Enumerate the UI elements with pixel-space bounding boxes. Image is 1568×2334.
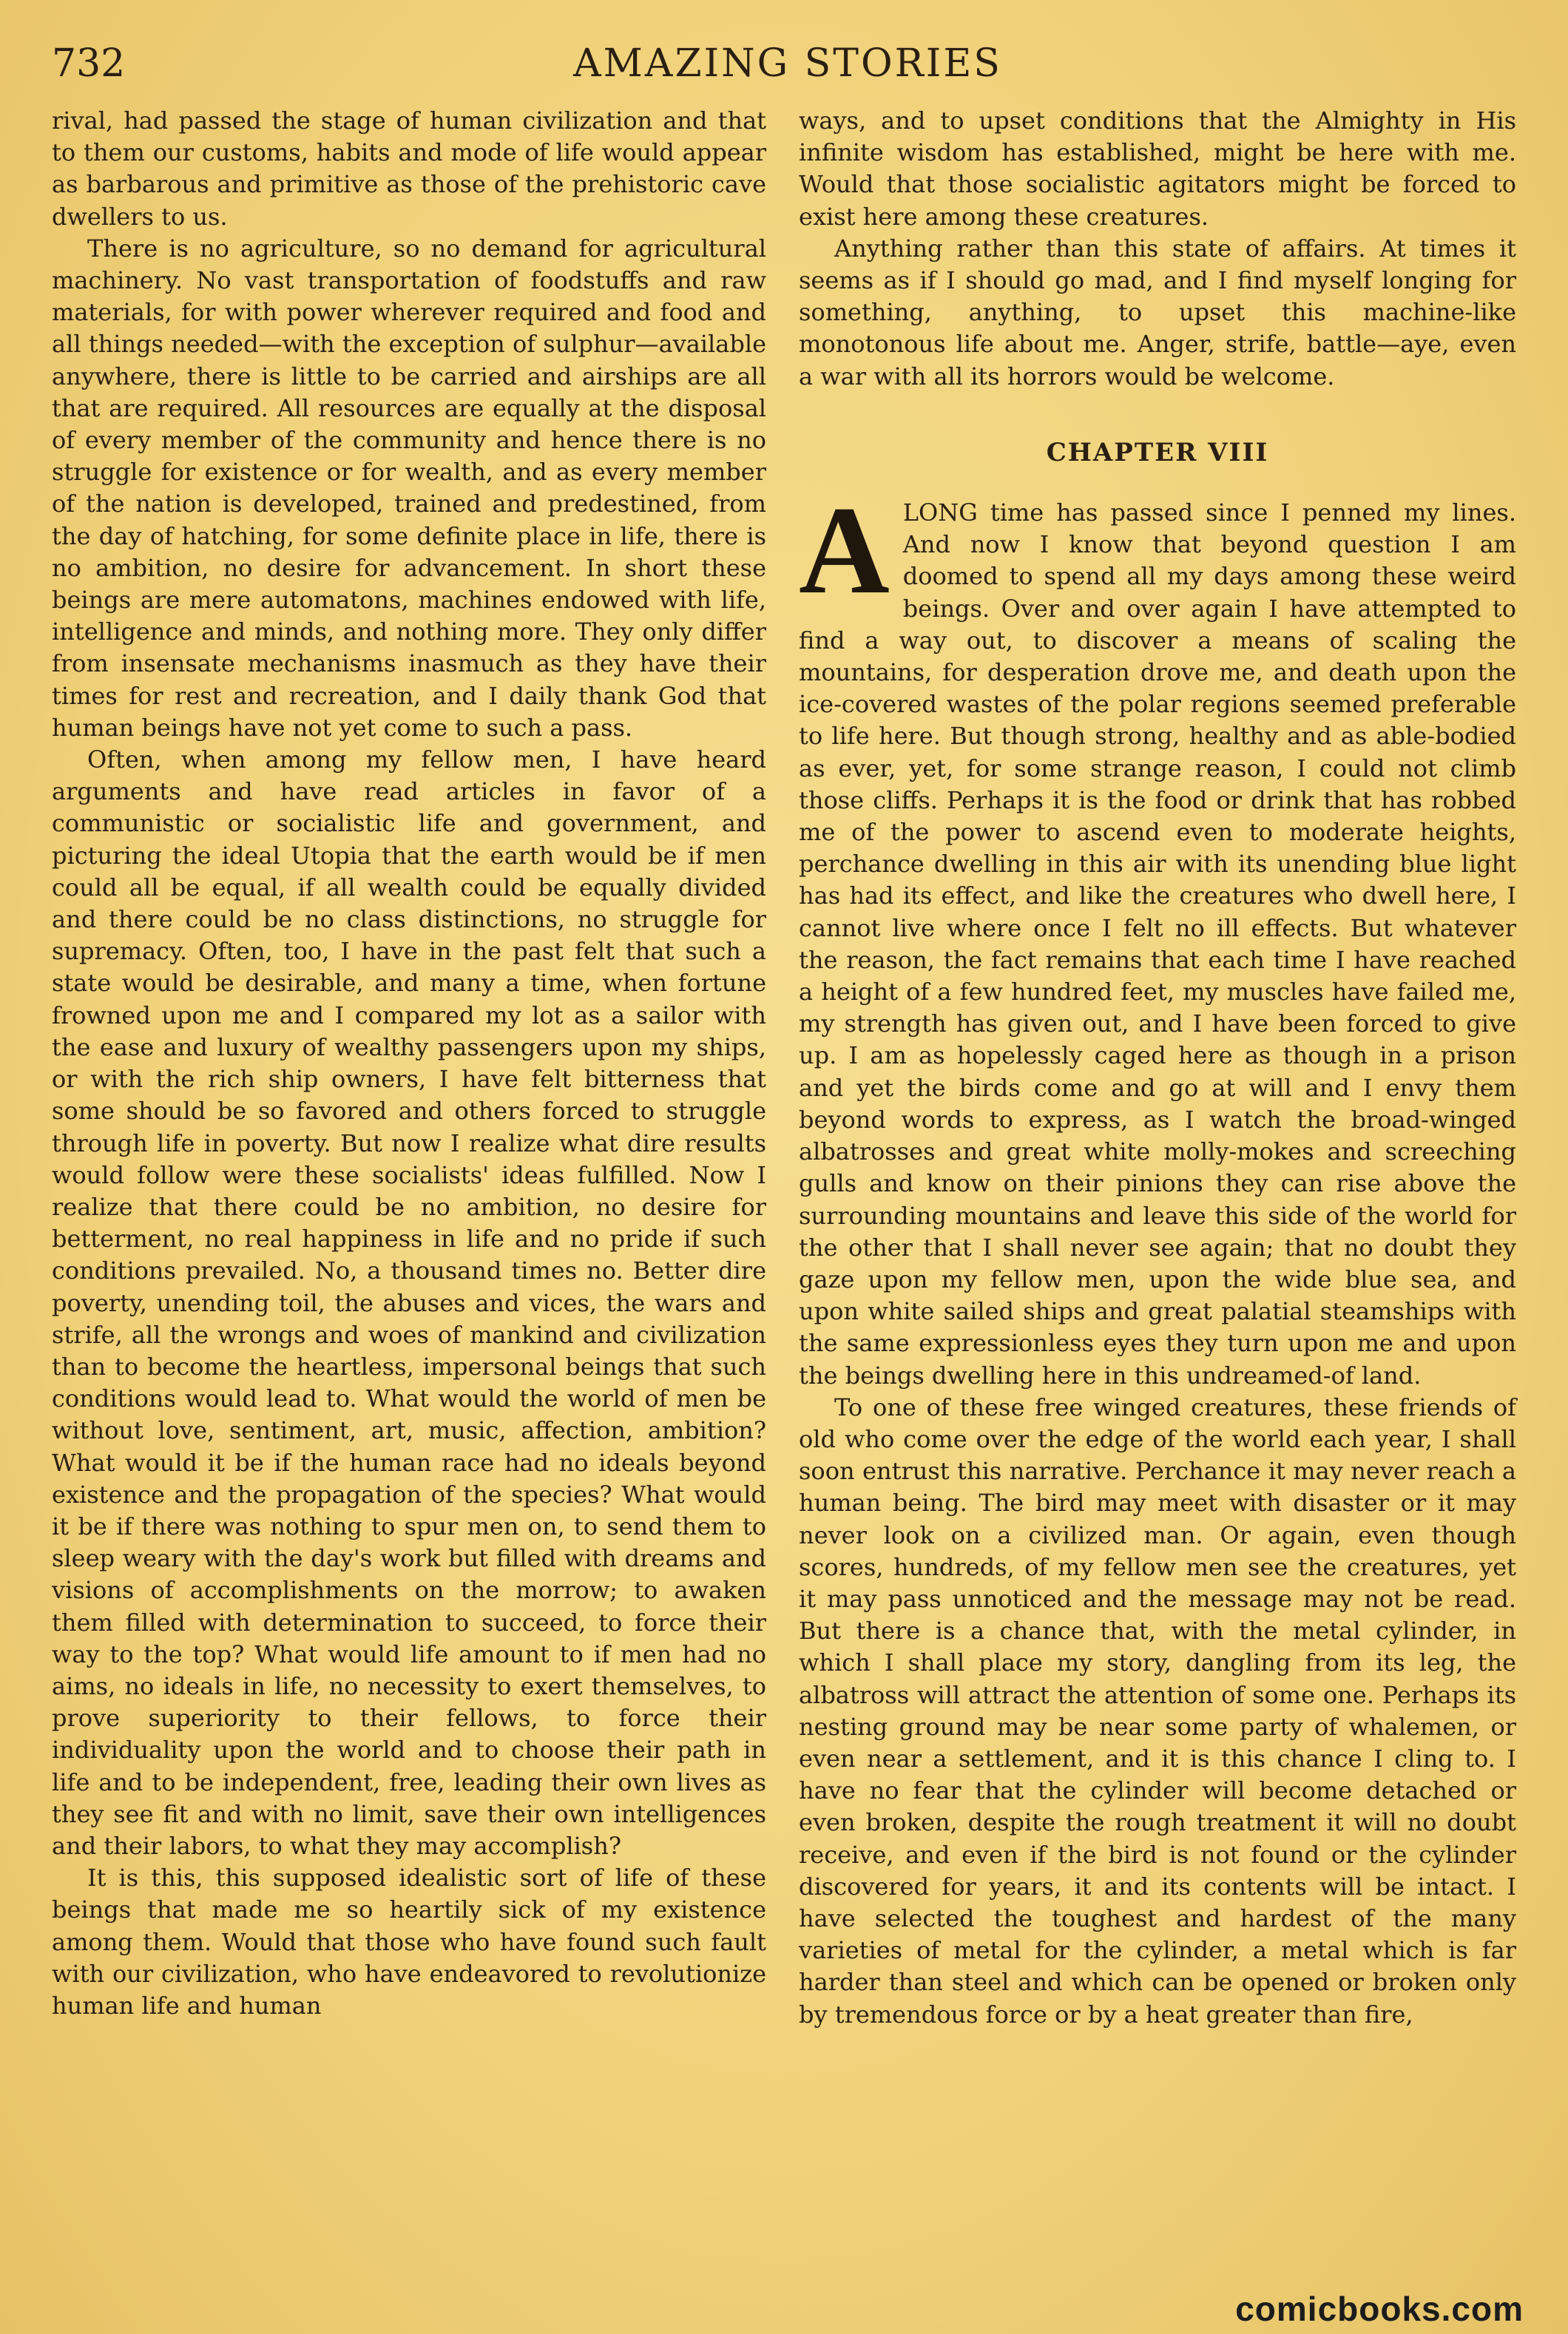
chapter-opening-text: LONG time has passed since I penned my lines. And now I know that beyond question I am doomed to spend all my days among these weird beings. Over and over again I have attempted to find a way out, to discover a means of scaling the mountains, for desperation drove me, and death upon the ice-covered wastes of the polar regions seemed preferable to life here. But though strong, healthy and as able-bodied as ever, yet, for some strange reason, I could not climb those cliffs. Perhaps it is the food or drink that has robbed me of the power to ascend even to moderate heights, perchance dwelling in this air with its unending blue light has had its effect, and like the creatures who dwell here, I cannot live where once I felt no ill effects. But whatever the reason, the fact remains that each time I have reached a height of a few hundred feet, my muscles have failed me, my strength has given out, and I have been forced to give up. I am as hopelessly caged here as though in a prison and yet the birds come and go at will and I envy them beyond words to express, as I watch the broad-winged albatrosses and great white molly-mokes and screeching gulls and know on their pinions they can rise above the surrounding mountains and leave this side of the world for the other that I shall never see again; that no doubt they gaze upon my fellow men, upon the wide blue sea, and upon white sailed ships and great palatial steamships with the same expressionless eyes they turn upon me and upon the beings dwelling here in this undreamed-of land. — [799, 498, 1516, 1390]
page-number: 732 — [52, 41, 126, 86]
paragraph: Anything rather than this state of affairs. At times it seems as if I should go mad, and I find myself longing for something, anything, to upset this machine-like monotonous life about me. Anger, strife, battle—aye, even a war with all its horrors would be welcome. — [799, 234, 1516, 390]
left-column — [52, 105, 766, 2022]
watermark-logo: comicbooks.com — [1235, 2290, 1524, 2328]
drop-cap: A — [799, 481, 890, 620]
paragraph: To one of these free winged creatures, these friends of old who come over the edge of the world each year, I shall soon entrust this narrative. Perchance it may never reach a human being. The bird may meet with disaster or it may never look on a civilized man. Or again, even though scores, hundreds, of my fellow men see the creatures, yet it may pass unnoticed and the message may not be read. But there is a chance that, with the metal cylinder, in which I shall place my story, dangling from its leg, the albatross will attract the attention of some one. Perhaps its nesting ground may be near some party of whalemen, or even near a settlement, and it is this chance I cling to. I have no fear that the cylinder will become detached or even broken, despite the rough treatment it will no doubt receive, and even if the bird is not found or the cylinder discovered for years, it and its contents will be intact. I have selected the toughest and hardest of the many varieties of metal for the cylinder, a metal which is far harder than steel and which can be opened or broken only by tremendous force or by a heat greater than fire, — [799, 1393, 1516, 2029]
running-title: AMAZING STORIES — [573, 41, 1002, 86]
paragraph: Often, when among my fellow men, I have heard arguments and have read articles in favor of a communistic or socialistic life and government, and picturing the ideal Utopia that the earth would be if men could all be equal, if all wealth could be equally divided and there could be no class distinctions, no struggle for supremacy. Often, too, I have in the past felt that such a state would be desirable, and many a time, when fortune frowned upon me and I compared my lot as a sailor with the ease and luxury of wealthy passengers upon my ships, or with the rich ship owners, I have felt bitterness that some should be so favored and others forced to struggle through life in poverty. But now I realize what dire results would follow were these socialists' ideas fulfilled. Now I realize that there could be no ambition, no desire for betterment, no real happiness in life and no pride if such conditions prevailed. No, a thousand times no. Better dire poverty, unending toil, the abuses and vices, the wars and strife, all the wrongs and woes of mankind and civilization than to become the heartless, impersonal beings that such conditions would lead to. What would the world of men be without love, sentiment, art, music, affection, ambition? What would it be if the human race had no ideals beyond existence and the propagation of the species? What would it be if there was nothing to spur men on, to send them to sleep weary with the day's work but filled with dreams and visions of accomplishments on the morrow; to awaken them filled with determination to succeed, to force their way to the top? What would life amount to if men had no aims, no ideals in life, no necessity to exert themselves, to prove superiority to their fellows, to force their individuality upon the world and to choose their path in life and to be independent, free, leading their own lives as they see fit and with no limit, save their own intelligences and their labors, to what they may accomplish? — [52, 745, 766, 1860]
chapter-opening-paragraph — [799, 481, 1516, 1392]
paragraph: rival, had passed the stage of human civilization and that to them our customs, habits and mode of life would appear as barbarous and primitive as those of the prehistoric cave dwellers to us. — [52, 106, 766, 231]
chapter-heading: CHAPTER VIII — [1046, 437, 1269, 467]
paragraph: There is no agriculture, so no demand for agricultural machinery. No vast transportation of foodstuffs and raw materials, for with power wherever required and food and all things needed—with the exception of sulphur—available anywhere, there is little to be carried and airships are all that are required. All resources are equally at the disposal of every member of the community and hence there is no struggle for existence or for wealth, and as every member of the nation is developed, trained and predestined, from the day of hatching, for some definite place in life, there is no ambition, no desire for advancement. In short these beings are mere automatons, machines endowed with life, intelligence and minds, and nothing more. They only differ from insensate mechanisms inasmuch as they have their times for rest and recreation, and I daily thank God that human beings have not yet come to such a pass. — [52, 234, 766, 742]
right-column — [799, 105, 1516, 2031]
page-header — [52, 41, 1524, 93]
paragraph: It is this, this supposed idealistic sort of life of these beings that made me so heartily sick of my existence among them. Would that those who have found such fault with our civilization, who have endeavored to revolutionize human life and human — [52, 1864, 766, 2020]
paragraph: ways, and to upset conditions that the Almighty in His infinite wisdom has established, might be here with me. Would that those socialistic agitators might be forced to exist here among these creatures. — [799, 106, 1516, 231]
